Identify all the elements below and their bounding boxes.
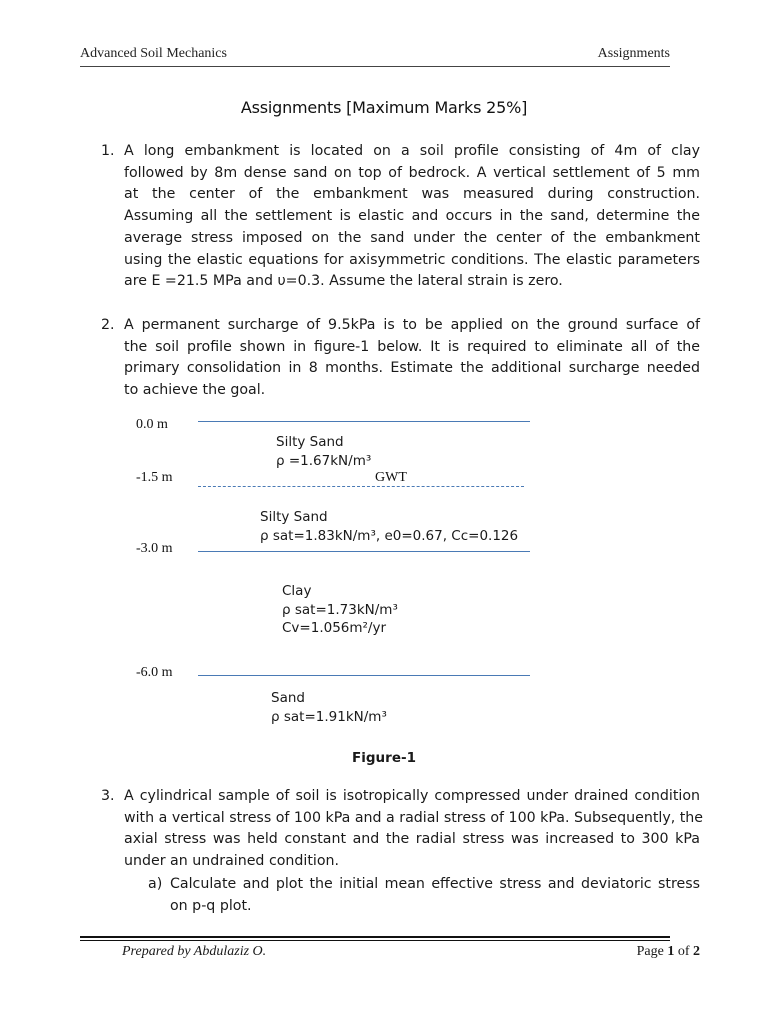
question-line: at the center of the embankment was measured during construction. — [124, 186, 700, 203]
question-3-part-a — [148, 874, 700, 917]
question-line: A cylindrical sample of soil is isotropically compressed under drained condition — [124, 788, 700, 804]
question-number: 2. — [101, 317, 115, 333]
question-line: followed by 8m dense sand on top of bedrock. A vertical settlement of 5 mm — [124, 164, 700, 181]
question-number: 3. — [101, 788, 115, 804]
groundwater-table-line — [198, 486, 524, 487]
page-number — [637, 944, 700, 960]
question-text — [124, 315, 700, 402]
current-page: 1 — [667, 944, 675, 959]
layer-name: Clay — [282, 583, 312, 599]
layer-name: Silty Sand — [276, 434, 344, 450]
layer-silty-sand-dry — [276, 433, 371, 470]
layer-silty-sand-saturated — [260, 508, 518, 545]
layer-name: Silty Sand — [260, 509, 328, 525]
depth-label: 0.0 m — [136, 417, 168, 432]
layer-sand — [271, 689, 387, 726]
question-text — [124, 141, 700, 293]
layer-property: ρ sat=1.91kN/m³ — [271, 708, 387, 725]
question-line: average stress imposed on the sand under the center of the embankment — [124, 229, 700, 246]
question-1 — [101, 141, 700, 293]
question-line: axial stress was held constant and the radial stress was increased to 300 kPa — [124, 831, 700, 848]
layer-property: ρ sat=1.73kN/m³ — [282, 601, 398, 618]
layer-property: ρ =1.67kN/m³ — [276, 452, 372, 469]
question-line: to achieve the goal. — [124, 382, 266, 399]
layer-boundary-line — [198, 551, 530, 552]
footer-divider — [80, 936, 670, 938]
header-course-title: Advanced Soil Mechanics — [80, 46, 227, 61]
question-line: A long embankment is located on a soil profile consisting of 4m of clay — [124, 143, 700, 159]
layer-name: Sand — [271, 690, 305, 706]
figure-caption: Figure-1 — [352, 750, 416, 766]
layer-boundary-line — [198, 675, 530, 676]
question-line: on p-q plot. — [170, 897, 252, 914]
ground-surface-line — [198, 421, 530, 422]
question-line: with a vertical stress of 100 kPa and a radial stress of 100 kPa. Subsequently, the — [124, 809, 704, 826]
sub-question-label: a) — [148, 876, 163, 892]
question-line: Assuming all the settlement is elastic and occurs in the sand, determine the — [124, 208, 700, 225]
question-3 — [101, 786, 704, 873]
question-line: under an undrained condition. — [124, 853, 340, 870]
header-section-title: Assignments — [597, 46, 670, 61]
depth-label: -1.5 m — [136, 470, 173, 485]
sub-question-text — [170, 874, 700, 917]
layer-property: ρ sat=1.83kN/m³, e0=0.67, Cc=0.126 — [260, 527, 519, 544]
total-pages: 2 — [693, 944, 700, 959]
layer-property: Cv=1.056m²/yr — [282, 620, 387, 636]
question-line: Calculate and plot the initial mean effective stress and deviatoric stress — [170, 876, 700, 892]
depth-label: -3.0 m — [136, 541, 173, 556]
footer-divider — [80, 940, 670, 941]
page-label: Page — [636, 944, 664, 959]
footer-author: Prepared by Abdulaziz O. — [122, 944, 267, 959]
groundwater-table-label: GWT — [375, 470, 407, 485]
question-line: A permanent surcharge of 9.5kPa is to be applied on the ground surface of — [124, 317, 700, 333]
header-divider — [80, 66, 670, 67]
page-of: of — [677, 944, 690, 959]
page-title: Assignments [Maximum Marks 25%] — [240, 98, 528, 117]
question-line: are E =21.5 MPa and υ=0.3. Assume the lateral strain is zero. — [124, 273, 563, 290]
question-line: primary consolidation in 8 months. Estimate the additional surcharge needed — [124, 360, 700, 377]
question-2 — [101, 315, 700, 402]
question-text — [124, 786, 704, 873]
layer-clay — [282, 582, 398, 638]
question-number: 1. — [101, 143, 115, 159]
depth-label: -6.0 m — [136, 665, 173, 680]
question-line: using the elastic equations for axisymmetric conditions. The elastic parameters — [124, 251, 700, 268]
question-line: the soil profile shown in figure-1 below. It is required to eliminate all of the — [124, 338, 700, 355]
